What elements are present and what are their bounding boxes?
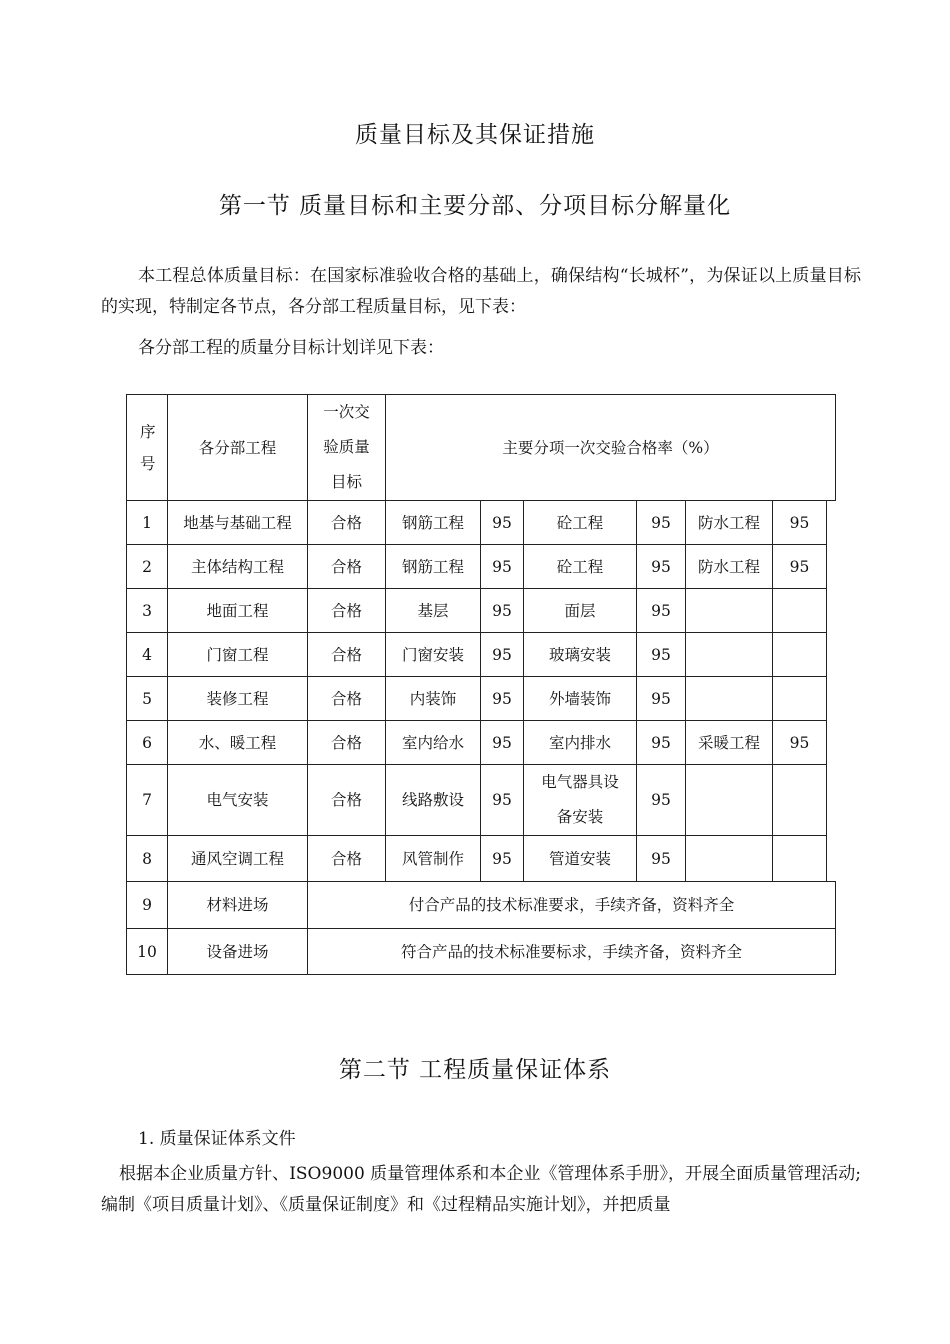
row-item1: 门窗安装 <box>386 633 481 677</box>
row-rate2: 95 <box>637 545 686 589</box>
row-requirement: 符合产品的技术标准要标求，手续齐备，资料齐全 <box>308 929 836 975</box>
row-item1: 内装饰 <box>386 677 481 721</box>
row-item2: 室内排水 <box>524 721 637 765</box>
row-rate3: 95 <box>773 501 827 545</box>
row-item3 <box>686 765 773 836</box>
row-dept: 设备进场 <box>168 929 308 975</box>
row-target: 合格 <box>308 545 386 589</box>
row-spacer <box>827 589 836 633</box>
row-rate1: 95 <box>481 677 524 721</box>
row-dept: 水、暖工程 <box>168 721 308 765</box>
row-rate3 <box>773 765 827 836</box>
row-rate2: 95 <box>637 721 686 765</box>
row-item1: 钢筋工程 <box>386 545 481 589</box>
row-seq: 6 <box>127 721 168 765</box>
row-rate3 <box>773 677 827 721</box>
row-item3 <box>686 836 773 882</box>
row-seq: 2 <box>127 545 168 589</box>
table-row <box>127 721 836 765</box>
row-requirement: 付合产品的技术标准要求，手续齐备，资料齐全 <box>308 882 836 929</box>
table-row <box>127 545 836 589</box>
row-seq: 3 <box>127 589 168 633</box>
row-target: 合格 <box>308 589 386 633</box>
row-item3 <box>686 589 773 633</box>
document-title: 质量目标及其保证措施 <box>355 122 595 148</box>
row-spacer <box>827 545 836 589</box>
row-item1: 基层 <box>386 589 481 633</box>
row-seq: 5 <box>127 677 168 721</box>
section1-title: 第一节 质量目标和主要分部、分项目标分解量化 <box>218 193 732 219</box>
table-row <box>127 589 836 633</box>
row-rate2: 95 <box>637 765 686 836</box>
row-item3: 采暖工程 <box>686 721 773 765</box>
row-item3 <box>686 677 773 721</box>
row-seq: 1 <box>127 501 168 545</box>
row-item2: 砼工程 <box>524 501 637 545</box>
table-row <box>127 929 836 975</box>
row-item2: 管道安装 <box>524 836 637 882</box>
row-spacer <box>827 633 836 677</box>
row-rate1: 95 <box>481 721 524 765</box>
header-dept: 各分部工程 <box>168 395 308 501</box>
table-row <box>127 836 836 882</box>
row-spacer <box>827 765 836 836</box>
row-item1: 线路敷设 <box>386 765 481 836</box>
row-item2: 玻璃安装 <box>524 633 637 677</box>
table-header-row <box>127 395 836 501</box>
row-rate1: 95 <box>481 836 524 882</box>
row-seq: 4 <box>127 633 168 677</box>
row-target: 合格 <box>308 633 386 677</box>
row-rate2: 95 <box>637 589 686 633</box>
row-rate2: 95 <box>637 836 686 882</box>
row-spacer <box>827 501 836 545</box>
row-target: 合格 <box>308 501 386 545</box>
row-rate1: 95 <box>481 633 524 677</box>
row-spacer <box>827 721 836 765</box>
table-row <box>127 765 836 836</box>
row-rate1: 95 <box>481 589 524 633</box>
row-rate3: 95 <box>773 545 827 589</box>
row-spacer <box>827 677 836 721</box>
row-rate1: 95 <box>481 545 524 589</box>
section2-title: 第二节 工程质量保证体系 <box>338 1057 612 1083</box>
row-dept: 装修工程 <box>168 677 308 721</box>
row-seq: 8 <box>127 836 168 882</box>
row-rate2: 95 <box>637 633 686 677</box>
row-item1: 钢筋工程 <box>386 501 481 545</box>
row-item3 <box>686 633 773 677</box>
item-heading: 1. 质量保证体系文件 <box>138 1129 296 1149</box>
row-dept: 门窗工程 <box>168 633 308 677</box>
header-seq: 序号 <box>127 395 168 501</box>
quality-target-table <box>126 394 836 975</box>
row-spacer <box>827 836 836 882</box>
body-paragraph: 根据本企业质量方针、ISO9000 质量管理体系和本企业《管理体系手册》，开展全面质量管理活动;编制《项目质量计划》、《质量保证制度》和《过程精品实施计划》，并把质量 <box>101 1164 861 1215</box>
row-dept: 地面工程 <box>168 589 308 633</box>
row-item2: 外墙装饰 <box>524 677 637 721</box>
row-rate2: 95 <box>637 501 686 545</box>
row-seq: 9 <box>127 882 168 929</box>
row-rate3 <box>773 633 827 677</box>
row-item3: 防水工程 <box>686 501 773 545</box>
row-dept: 地基与基础工程 <box>168 501 308 545</box>
row-rate3 <box>773 589 827 633</box>
row-item1: 风管制作 <box>386 836 481 882</box>
row-item2: 电气器具设备安装 <box>524 765 637 836</box>
table-row <box>127 882 836 929</box>
row-rate3: 95 <box>773 721 827 765</box>
row-item2: 面层 <box>524 589 637 633</box>
row-target: 合格 <box>308 677 386 721</box>
row-seq: 7 <box>127 765 168 836</box>
row-dept: 通风空调工程 <box>168 836 308 882</box>
row-rate2: 95 <box>637 677 686 721</box>
row-item1: 室内给水 <box>386 721 481 765</box>
header-rate: 主要分项一次交验合格率（%） <box>386 395 836 501</box>
table-row <box>127 501 836 545</box>
header-target: 一次交验质量目标 <box>308 395 386 501</box>
table-row <box>127 677 836 721</box>
row-seq: 10 <box>127 929 168 975</box>
row-target: 合格 <box>308 721 386 765</box>
row-dept: 材料进场 <box>168 882 308 929</box>
row-dept: 电气安装 <box>168 765 308 836</box>
table-row <box>127 633 836 677</box>
table-intro-paragraph: 各分部工程的质量分目标计划详见下表： <box>138 338 444 358</box>
row-rate1: 95 <box>481 765 524 836</box>
row-dept: 主体结构工程 <box>168 545 308 589</box>
row-item3: 防水工程 <box>686 545 773 589</box>
intro-paragraph: 本工程总体质量目标：在国家标准验收合格的基础上，确保结构“长城杯”，为保证以上质量目标的实现，特制定各节点，各分部工程质量目标，见下表： <box>101 266 861 317</box>
row-target: 合格 <box>308 836 386 882</box>
row-target: 合格 <box>308 765 386 836</box>
row-item2: 砼工程 <box>524 545 637 589</box>
row-rate3 <box>773 836 827 882</box>
row-rate1: 95 <box>481 501 524 545</box>
